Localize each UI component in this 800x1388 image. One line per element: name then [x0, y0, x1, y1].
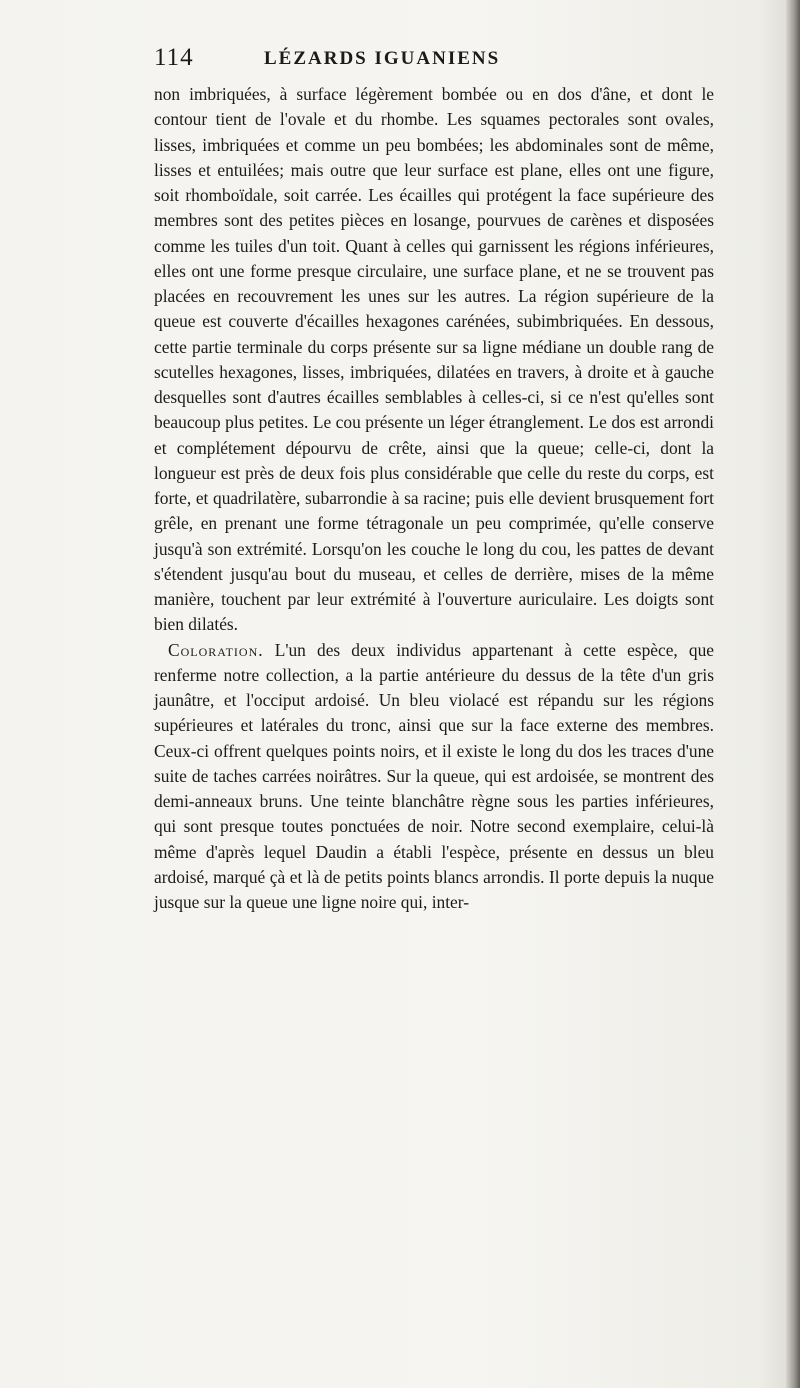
page-edge-shadow: [786, 0, 800, 1388]
paragraph-description: [154, 82, 714, 638]
section-heading-coloration: Coloration.: [168, 639, 264, 660]
paragraph-text: L'un des deux individus appartenant à cette espèce, que renferme notre collection, a la partie antérieure du dessus de la tête d'un gris jaunâtre, et l'occiput ardoisé. Un bleu violacé est répandu sur les régions supérieures et latérales du tronc, ainsi que sur la face externe des membres. Ceux-ci offrent quelques points noirs, et il existe le long du dos les traces d'une suite de taches carrées noirâtres. Sur la queue, qui est ardoisée, se montrent des demi-anneaux bruns. Une teinte blanchâtre règne sous les parties inférieures, qui sont presque toutes ponctuées de noir. Notre second exemplaire, celui-là même d'après lequel Daudin a établi l'espèce, présente en dessus un bleu ardoisé, marqué çà et là de petits points blancs arrondis. Il porte depuis la nuque jusque sur la queue une ligne noire qui, inter-: [154, 639, 714, 912]
paragraph-coloration: [154, 638, 714, 916]
paragraph-text: non imbriquées, à surface légèrement bombée ou en dos d'âne, et dont le contour tient de l'ovale et du rhombe. Les squames pectorales sont ovales, lisses, imbriquées et comme un peu bombées; les abdominales sont de même, lisses et entuilées; mais outre que leur surface est plane, elles ont une figure, soit rhomboïdale, soit carrée. Les écailles qui protégent la face supérieure des membres sont des petites pièces en losange, pourvues de carènes et disposées comme les tuiles d'un toit. Quant à celles qui garnissent les régions inférieures, elles ont une forme presque circulaire, une surface plane, et ne se trouvent pas placées en recouvrement les unes sur les autres. La région supérieure de la queue est couverte d'écailles hexagones carénées, subimbriquées. En dessous, cette partie terminale du corps présente sur sa ligne médiane un double rang de scutelles hexagones, lisses, imbriquées, dilatées en travers, à droite et à gauche desquelles sont d'autres écailles semblables à celles-ci, si ce n'est qu'elles sont beaucoup plus petites. Le cou présente un léger étranglement. Le dos est arrondi et complétement dépourvu de crête, ainsi que la queue; celle-ci, dont la longueur est près de deux fois plus considérable que celle du reste du corps, est forte, et quadrilatère, subarrondie à sa racine; puis elle devient brusquement fort grêle, en prenant une forme tétragonale un peu comprimée, qu'elle conserve jusqu'à son extrémité. Lorsqu'on les couche le long du cou, les pattes de devant s'étendent jusqu'au bout du museau, et celles de derrière, mises de la même manière, touchent par leur extrémité à l'ouverture auriculaire. Les doigts sont bien dilatés.: [154, 84, 714, 635]
running-header: [154, 44, 714, 74]
running-title: LÉZARDS IGUANIENS: [264, 48, 501, 69]
body-text: [154, 82, 714, 915]
page-number: 114: [154, 44, 194, 71]
